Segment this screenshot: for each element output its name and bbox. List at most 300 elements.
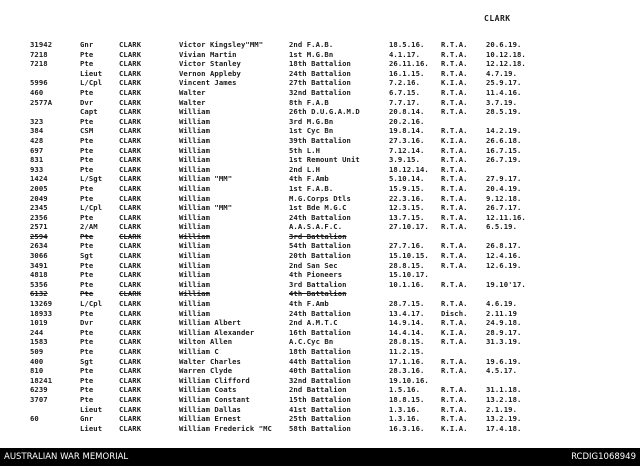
fate: R.T.A. xyxy=(441,318,468,328)
enlistment-date: 18.12.14. xyxy=(389,164,429,174)
enlistment-date: 27.3.16. xyxy=(389,135,425,145)
unit: 1st M.G.Bn xyxy=(289,49,334,59)
enlistment-date: 14.4.14. xyxy=(389,327,425,337)
rank: Pte xyxy=(80,193,94,203)
table-row xyxy=(0,184,640,194)
rank: Pte xyxy=(80,87,94,97)
given-names: William Constant xyxy=(179,394,250,404)
surname: CLARK xyxy=(119,155,142,165)
rank: Pte xyxy=(80,183,94,193)
fate: R.T.A. xyxy=(441,145,468,155)
given-names: William xyxy=(179,279,210,289)
unit: 3rd Battalion xyxy=(289,279,347,289)
enlistment-date: 3.9.15. xyxy=(389,155,420,165)
table-row xyxy=(0,155,640,165)
rank: Pte xyxy=(80,164,94,174)
fate-date: 16.7.15. xyxy=(486,145,522,155)
unit: 2nd Battalion xyxy=(289,385,347,395)
given-names: William Frederick "MC xyxy=(179,423,272,433)
service-number: 7218 xyxy=(30,49,48,59)
service-number: 2634 xyxy=(30,241,48,251)
service-number: 1583 xyxy=(30,337,48,347)
fate: R.T.A. xyxy=(441,40,468,49)
rank: Pte xyxy=(80,116,94,126)
surname: CLARK xyxy=(119,423,142,433)
unit: 41st Battalion xyxy=(289,404,351,414)
given-names: William xyxy=(179,251,210,261)
table-row xyxy=(0,270,640,280)
given-names: Vernon Appleby xyxy=(179,68,241,78)
table-row xyxy=(0,366,640,376)
fate: R.T.A. xyxy=(441,241,468,251)
enlistment-date: 17.1.16. xyxy=(389,356,425,366)
service-number: 7218 xyxy=(30,59,48,69)
fate: Disch. xyxy=(441,308,468,318)
given-names: Warren Clyde xyxy=(179,366,233,376)
given-names: William xyxy=(179,126,210,136)
table-row xyxy=(0,328,640,338)
surname: CLARK xyxy=(119,203,142,213)
rank: Lieut xyxy=(80,68,103,78)
given-names: William xyxy=(179,241,210,251)
enlistment-date: 28.3.16. xyxy=(389,366,425,376)
unit: 32nd Battalion xyxy=(289,87,351,97)
table-row xyxy=(0,126,640,136)
unit: 16th Battalion xyxy=(289,327,351,337)
service-number: 933 xyxy=(30,164,44,174)
unit: A.A.S.A.F.C. xyxy=(289,222,343,232)
surname: CLARK xyxy=(119,299,142,309)
unit: 32nd Battalion xyxy=(289,375,351,385)
unit: 4th Pioneers xyxy=(289,270,343,280)
table-row xyxy=(0,424,640,434)
fate: R.T.A. xyxy=(441,337,468,347)
footer-bar xyxy=(0,448,640,466)
table-row xyxy=(0,69,640,79)
fate: R.T.A. xyxy=(441,49,468,59)
given-names: Vivian Martin xyxy=(179,49,237,59)
fate: R.T.A. xyxy=(441,126,468,136)
enlistment-date: 14.9.14. xyxy=(389,318,425,328)
surname: CLARK xyxy=(119,174,142,184)
rank: L/Cpl xyxy=(80,203,103,213)
unit: 20th Battalion xyxy=(289,251,351,261)
rank: L/Cpl xyxy=(80,78,103,88)
given-names: William Dallas xyxy=(179,404,241,414)
table-row xyxy=(0,213,640,223)
fate: K.I.A. xyxy=(441,327,468,337)
table-row xyxy=(0,347,640,357)
fate-date: 13.2.18. xyxy=(486,394,522,404)
table-row xyxy=(0,88,640,98)
given-names: William xyxy=(179,270,210,280)
fate-date: 26.7.19. xyxy=(486,155,522,165)
given-names: William xyxy=(179,164,210,174)
enlistment-date: 20.2.16. xyxy=(389,116,425,126)
fate-date: 26.6.18. xyxy=(486,135,522,145)
fate: R.T.A. xyxy=(441,164,468,174)
given-names: William xyxy=(179,299,210,309)
surname: CLARK xyxy=(119,385,142,395)
table-row xyxy=(0,261,640,271)
table-row xyxy=(0,318,640,328)
enlistment-date: 11.2.15. xyxy=(389,347,425,356)
fate-date: 31.3.19. xyxy=(486,337,522,347)
fate: R.T.A. xyxy=(441,193,468,203)
fate: R.T.A. xyxy=(441,59,468,69)
surname: CLARK xyxy=(119,347,142,356)
fate: R.T.A. xyxy=(441,222,468,232)
enlistment-date: 28.8.15. xyxy=(389,337,425,347)
given-names: William xyxy=(179,107,210,117)
fate: R.T.A. xyxy=(441,251,468,261)
service-number: 2049 xyxy=(30,193,48,203)
service-number: 2594 xyxy=(30,231,48,241)
unit: 1st Remount Unit xyxy=(289,155,360,165)
table-row xyxy=(0,174,640,184)
service-number: 697 xyxy=(30,145,44,155)
unit: 24th Battalion xyxy=(289,68,351,78)
table-row xyxy=(0,357,640,367)
fate-date: 19.6.19. xyxy=(486,356,522,366)
surname: CLARK xyxy=(119,327,142,337)
service-number: 810 xyxy=(30,366,44,376)
table-row xyxy=(0,222,640,232)
surname: CLARK xyxy=(119,145,142,155)
unit: 8th F.A.B xyxy=(289,97,329,107)
service-number: 2571 xyxy=(30,222,48,232)
service-number: 3066 xyxy=(30,251,48,261)
service-number: 31942 xyxy=(30,40,53,49)
unit: 2nd A.M.T.C xyxy=(289,318,338,328)
unit: 3rd M.G.Bn xyxy=(289,116,334,126)
enlistment-date: 18.5.16. xyxy=(389,40,425,49)
rank: Pte xyxy=(80,212,94,222)
unit: 18th Battalion xyxy=(289,347,351,356)
unit: 3rd Battalion xyxy=(289,231,347,241)
table-row xyxy=(0,289,640,299)
table-row xyxy=(0,395,640,405)
table-row xyxy=(0,280,640,290)
surname: CLARK xyxy=(119,279,142,289)
given-names: Wilton Allen xyxy=(179,337,233,347)
unit: 4th F.Amb xyxy=(289,174,329,184)
rank: Pte xyxy=(80,347,94,356)
fate: R.T.A. xyxy=(441,87,468,97)
unit: 58th Battalion xyxy=(289,423,351,433)
service-number: 3707 xyxy=(30,394,48,404)
rank: Gnr xyxy=(80,414,94,424)
table-row xyxy=(0,299,640,309)
table-row xyxy=(0,203,640,213)
fate: R.T.A. xyxy=(441,356,468,366)
table-row xyxy=(0,309,640,319)
fate: R.T.A. xyxy=(441,155,468,165)
rank: Pte xyxy=(80,155,94,165)
service-number: 18933 xyxy=(30,308,53,318)
given-names: William xyxy=(179,231,210,241)
fate-date: 31.1.18. xyxy=(486,385,522,395)
enlistment-date: 27.10.17. xyxy=(389,222,429,232)
given-names: William xyxy=(179,145,210,155)
enlistment-date: 5.10.14. xyxy=(389,174,425,184)
given-names: William Alexander xyxy=(179,327,255,337)
surname: CLARK xyxy=(119,212,142,222)
surname: CLARK xyxy=(119,394,142,404)
rank: Pte xyxy=(80,289,94,299)
service-number: 323 xyxy=(30,116,44,126)
service-number: 244 xyxy=(30,327,44,337)
rank: Sgt xyxy=(80,251,94,261)
fate: R.T.A. xyxy=(441,366,468,376)
table-row xyxy=(0,59,640,69)
unit: 4th F.Amb xyxy=(289,299,329,309)
fate: R.T.A. xyxy=(441,97,468,107)
fate-date: 19.10'17. xyxy=(486,279,526,289)
fate-date: 13.2.19. xyxy=(486,414,522,424)
enlistment-date: 26.11.16. xyxy=(389,59,429,69)
rank: Pte xyxy=(80,49,94,59)
fate-date: 10.12.18. xyxy=(486,49,526,59)
unit: 40th Battalion xyxy=(289,366,351,376)
rank: Pte xyxy=(80,270,94,280)
unit: A.C.Cyc Bn xyxy=(289,337,334,347)
enlistment-date: 1.3.16. xyxy=(389,404,420,414)
service-number: 831 xyxy=(30,155,44,165)
given-names: William Albert xyxy=(179,318,241,328)
rank: Lieut xyxy=(80,404,103,414)
service-number: 400 xyxy=(30,356,44,366)
fate-date: 6.5.19. xyxy=(486,222,517,232)
fate: R.T.A. xyxy=(441,203,468,213)
service-number: 5996 xyxy=(30,78,48,88)
service-number: 509 xyxy=(30,347,44,356)
rank: L/Cpl xyxy=(80,299,103,309)
unit: M.G.Corps Dtls xyxy=(289,193,351,203)
fate-date: 28.5.19. xyxy=(486,107,522,117)
service-number: 6239 xyxy=(30,385,48,395)
fate: R.T.A. xyxy=(441,414,468,424)
rank: Pte xyxy=(80,135,94,145)
given-names: William xyxy=(179,135,210,145)
surname: CLARK xyxy=(119,375,142,385)
enlistment-date: 28.7.15. xyxy=(389,299,425,309)
service-number: 2005 xyxy=(30,183,48,193)
rank: Pte xyxy=(80,366,94,376)
fate-date: 24.9.18. xyxy=(486,318,522,328)
surname: CLARK xyxy=(119,414,142,424)
surname: CLARK xyxy=(119,308,142,318)
nominal-roll-table xyxy=(0,40,640,433)
rank: Dvr xyxy=(80,97,94,107)
fate-date: 12.4.16. xyxy=(486,251,522,261)
unit: 54th Battalion xyxy=(289,241,351,251)
service-number: 3491 xyxy=(30,260,48,270)
service-number: 1019 xyxy=(30,318,48,328)
given-names: William Ernest xyxy=(179,414,241,424)
surname: CLARK xyxy=(119,135,142,145)
surname: CLARK xyxy=(119,126,142,136)
table-row xyxy=(0,78,640,88)
surname: CLARK xyxy=(119,59,142,69)
given-names: William xyxy=(179,289,210,299)
rank: Pte xyxy=(80,279,94,289)
surname: CLARK xyxy=(119,116,142,126)
table-row xyxy=(0,98,640,108)
enlistment-date: 27.7.16. xyxy=(389,241,425,251)
unit: 26th D.U.G.A.M.D xyxy=(289,107,360,117)
unit: 4th Battalion xyxy=(289,289,347,299)
unit: 2nd San Sec xyxy=(289,260,338,270)
given-names: William "MM" xyxy=(179,203,233,213)
fate-date: 4.7.19. xyxy=(486,68,517,78)
enlistment-date: 12.3.15. xyxy=(389,203,425,213)
fate: R.T.A. xyxy=(441,183,468,193)
unit: 2nd F.A.B. xyxy=(289,40,334,49)
surname: CLARK xyxy=(119,260,142,270)
unit: 18th Battalion xyxy=(289,59,351,69)
enlistment-date: 7.2.16. xyxy=(389,78,420,88)
table-row xyxy=(0,385,640,395)
fate-date: 20.4.19. xyxy=(486,183,522,193)
unit: 1st Bde M.G.C xyxy=(289,203,347,213)
fate-date: 4.5.17. xyxy=(486,366,517,376)
rank: Lieut xyxy=(80,423,103,433)
enlistment-date: 15.9.15. xyxy=(389,183,425,193)
fate-date: 9.12.18. xyxy=(486,193,522,203)
fate: R.T.A. xyxy=(441,404,468,414)
surname: CLARK xyxy=(119,289,142,299)
surname: CLARK xyxy=(119,222,142,232)
service-number: 4818 xyxy=(30,270,48,280)
service-number: 2577A xyxy=(30,97,53,107)
table-row xyxy=(0,414,640,424)
given-names: William C xyxy=(179,347,219,356)
rank: Pte xyxy=(80,241,94,251)
given-names: William xyxy=(179,222,210,232)
given-names: Walter Charles xyxy=(179,356,241,366)
rank: Pte xyxy=(80,231,94,241)
rank: Gnr xyxy=(80,40,94,49)
rank: Pte xyxy=(80,59,94,69)
enlistment-date: 22.3.16. xyxy=(389,193,425,203)
fate-date: 3.7.19. xyxy=(486,97,517,107)
service-number: 384 xyxy=(30,126,44,136)
enlistment-date: 1.5.16. xyxy=(389,385,420,395)
service-number: 60 xyxy=(30,414,39,424)
table-row xyxy=(0,251,640,261)
service-number: 1424 xyxy=(30,174,48,184)
service-number: 2356 xyxy=(30,212,48,222)
page-header-surname: CLARK xyxy=(484,14,511,23)
surname: CLARK xyxy=(119,356,142,366)
fate-date: 2.1.19. xyxy=(486,404,517,414)
rank: 2/AM xyxy=(80,222,98,232)
service-number: 428 xyxy=(30,135,44,145)
unit: 24th Battalion xyxy=(289,308,351,318)
surname: CLARK xyxy=(119,193,142,203)
rank: Pte xyxy=(80,308,94,318)
enlistment-date: 13.4.17. xyxy=(389,308,425,318)
fate-date: 17.4.18. xyxy=(486,423,522,433)
enlistment-date: 28.8.15. xyxy=(389,260,425,270)
given-names: William xyxy=(179,260,210,270)
surname: CLARK xyxy=(119,366,142,376)
given-names: William Clifford xyxy=(179,375,250,385)
service-number: 6132 xyxy=(30,289,48,299)
fate: R.T.A. xyxy=(441,260,468,270)
rank: Dvr xyxy=(80,318,94,328)
surname: CLARK xyxy=(119,241,142,251)
enlistment-date: 10.1.16. xyxy=(389,279,425,289)
table-row xyxy=(0,146,640,156)
rank: Pte xyxy=(80,260,94,270)
fate: R.T.A. xyxy=(441,279,468,289)
table-row xyxy=(0,50,640,60)
fate-date: 11.4.16. xyxy=(486,87,522,97)
unit: 15th Battalion xyxy=(289,394,351,404)
fate-date: 14.2.19. xyxy=(486,126,522,136)
unit: 5th L.H xyxy=(289,145,320,155)
surname: CLARK xyxy=(119,49,142,59)
rank: Pte xyxy=(80,375,94,385)
footer-reference: RCDIG1068949 xyxy=(571,452,636,462)
unit: 39th Battalion xyxy=(289,135,351,145)
surname: CLARK xyxy=(119,231,142,241)
given-names: William xyxy=(179,308,210,318)
fate-date: 25.9.17. xyxy=(486,78,522,88)
fate: R.T.A. xyxy=(441,299,468,309)
enlistment-date: 20.8.14. xyxy=(389,107,425,117)
fate-date: 2.11.19 xyxy=(486,308,517,318)
rank: Pte xyxy=(80,145,94,155)
fate-date: 20.6.19. xyxy=(486,40,522,49)
table-row xyxy=(0,194,640,204)
unit: 2nd L.H xyxy=(289,164,320,174)
enlistment-date: 4.1.17. xyxy=(389,49,420,59)
given-names: William xyxy=(179,212,210,222)
enlistment-date: 19.8.14. xyxy=(389,126,425,136)
fate-date: 26.7.17. xyxy=(486,203,522,213)
surname: CLARK xyxy=(119,107,142,117)
unit: 24th Battalion xyxy=(289,212,351,222)
table-row xyxy=(0,117,640,127)
fate: K.I.A. xyxy=(441,135,468,145)
table-row xyxy=(0,405,640,415)
rank: Capt xyxy=(80,107,98,117)
table-row xyxy=(0,40,640,50)
enlistment-date: 1.3.16. xyxy=(389,414,420,424)
service-number: 460 xyxy=(30,87,44,97)
enlistment-date: 13.7.15. xyxy=(389,212,425,222)
given-names: William xyxy=(179,183,210,193)
given-names: Walter xyxy=(179,87,206,97)
rank: Pte xyxy=(80,337,94,347)
table-row xyxy=(0,136,640,146)
surname: CLARK xyxy=(119,68,142,78)
service-number: 13269 xyxy=(30,299,53,309)
fate: R.T.A. xyxy=(441,174,468,184)
enlistment-date: 7.12.14. xyxy=(389,145,425,155)
service-number: 18241 xyxy=(30,375,53,385)
enlistment-date: 15.10.17. xyxy=(389,270,429,280)
fate: R.T.A. xyxy=(441,212,468,222)
given-names: William xyxy=(179,155,210,165)
given-names: Vincent James xyxy=(179,78,237,88)
fate-date: 26.8.17. xyxy=(486,241,522,251)
rank: Sgt xyxy=(80,356,94,366)
surname: CLARK xyxy=(119,270,142,280)
